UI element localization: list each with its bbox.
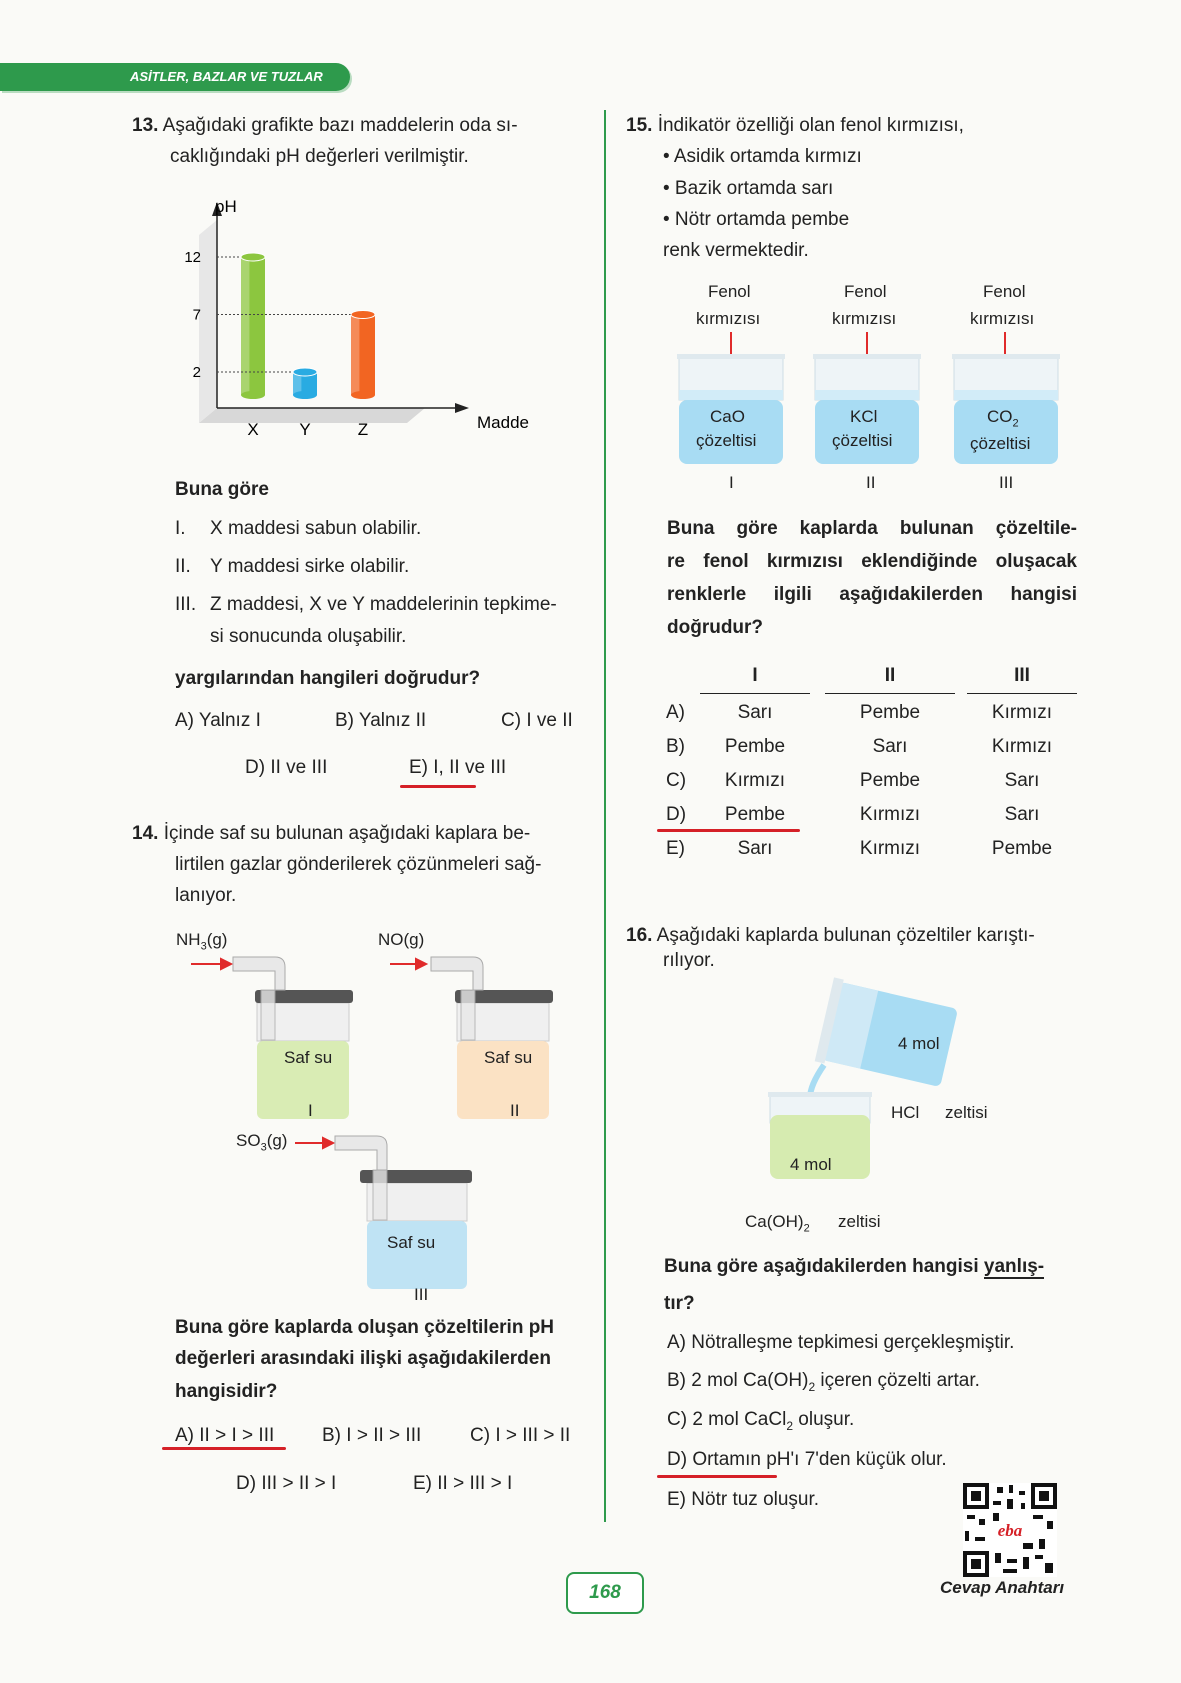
q16-stem-2: rılıyor. <box>663 950 715 971</box>
q13-statement-3-cont: si sonucunda oluşabilir. <box>210 626 407 647</box>
q13-option-a[interactable]: A) Yalnız I <box>175 710 261 731</box>
q15-bullet-2: • Bazik ortamda sarı <box>663 178 834 199</box>
solution-1-name: CaO <box>710 407 745 426</box>
container-3 <box>335 1136 472 1289</box>
q16-question-1: Buna göre aşağıdakilerden hangisi yanlış- <box>664 1256 1045 1277</box>
container-2 <box>431 957 553 1119</box>
red-arrow-head <box>323 1138 333 1148</box>
base-tail: zeltisi <box>838 1212 881 1231</box>
water-label-2: Saf su <box>484 1048 533 1067</box>
q13-lead: Buna göre <box>175 479 269 500</box>
q14-stem-2: lirtilen gazlar gönderilerek çözünmeleri sağ- <box>175 854 542 875</box>
table-rule <box>825 693 955 694</box>
q13-option-c[interactable]: C) I ve II <box>501 710 573 731</box>
chart-y-tick: 12 <box>184 249 201 266</box>
gas-label-nh3: $NH_3(g)$ <box>176 930 228 953</box>
q16-question-2: tır? <box>664 1293 695 1314</box>
container-1 <box>233 957 353 1119</box>
table-header-3: III <box>1014 665 1030 686</box>
chart-y-tick: 2 <box>192 364 201 381</box>
q15-question-2: re fenol kırmızısı eklendiğinde oluşacak <box>667 551 1077 572</box>
q13-stem: 13. Aşağıdaki grafikte bazı maddelerin oda sı- <box>132 115 518 136</box>
q16-option-d[interactable]: D) Ortamın pH'ı 7'den küçük olur. <box>667 1449 947 1470</box>
base-amount: 4 mol <box>790 1155 832 1174</box>
indicator-2-l1: Fenol <box>844 282 887 301</box>
solution-3-word: çözeltisi <box>970 434 1031 453</box>
q14-option-b[interactable]: B) I > II > III <box>322 1425 422 1446</box>
chart-xlabel: Madde <box>477 413 529 432</box>
table-rule <box>967 693 1077 694</box>
table-rule <box>700 693 810 694</box>
beaker-label-1: I <box>729 473 734 492</box>
q14-option-c[interactable]: C) I > III > II <box>470 1425 571 1446</box>
q16-mixing <box>760 975 980 1215</box>
q14-option-e[interactable]: E) II > III > I <box>413 1473 513 1494</box>
q16-option-e[interactable]: E) Nötr tuz oluşur. <box>667 1489 820 1510</box>
q13-statement-1: I. X maddesi sabun olabilir. <box>175 518 422 539</box>
q15-answer-mark <box>657 829 800 832</box>
q13-statement-3: III. Z maddesi, X ve Y maddelerinin tepkime- <box>175 594 557 615</box>
chart-x-tick: X <box>247 420 259 439</box>
hcl-name: HCl <box>891 1103 920 1122</box>
chart-x-arrow <box>455 403 469 413</box>
solution-2-word: çözeltisi <box>832 431 893 450</box>
container-label-2: II <box>510 1101 520 1120</box>
qr-center-mark: eba <box>997 1521 1023 1540</box>
q15-question-1: Buna göre kaplarda bulunan çözeltile- <box>667 518 1077 539</box>
indicator-3-l1: Fenol <box>983 282 1026 301</box>
solution-1-word: çözeltisi <box>696 431 757 450</box>
q14-answer-mark <box>162 1447 286 1450</box>
q14-stem-1: 14. İçinde saf su bulunan aşağıdaki kaplara be- <box>132 823 531 844</box>
chart-ylabel: pH <box>215 197 237 216</box>
q16-stem-1: 16. Aşağıdaki kaplarda bulunan çözeltiler karıştı- <box>626 925 1035 946</box>
section-header <box>0 63 350 91</box>
q14-stem-3: lanıyor. <box>175 885 237 906</box>
container-label-1: I <box>308 1101 313 1120</box>
q14-question-3: hangisidir? <box>175 1381 278 1402</box>
indicator-3-l2: kırmızısı <box>970 309 1035 328</box>
q13-ph-chart <box>184 190 529 460</box>
q13-statement-2: II. Y maddesi sirke olabilir. <box>175 556 410 577</box>
gas-label-so3: $SO_3(g)$ <box>236 1131 288 1154</box>
q14-question-1: Buna göre kaplarda oluşan çözeltilerin pH <box>175 1317 555 1338</box>
indicator-1-l2: kırmızısı <box>696 309 761 328</box>
table-header-1: I <box>752 665 758 686</box>
hcl-amount: 4 mol <box>898 1034 940 1053</box>
chart-bar-top <box>241 253 265 261</box>
q14-option-d[interactable]: D) III > II > I <box>236 1473 337 1494</box>
q13-option-e[interactable]: E) I, II ve III <box>409 757 507 778</box>
q16-answer-mark <box>657 1475 777 1478</box>
chart-bar-top <box>293 368 317 376</box>
q13-stem-2: caklığındaki pH değerleri verilmiştir. <box>170 146 469 167</box>
column-divider <box>604 110 606 1522</box>
answer-key-label[interactable]: Cevap Anahtarı <box>940 1578 1065 1597</box>
q16-option-a[interactable]: A) Nötralleşme tepkimesi gerçekleşmiştir. <box>667 1332 1015 1353</box>
section-title: ASİTLER, BAZLAR VE TUZLAR <box>130 69 323 84</box>
base-name: $Ca(OH)_2$ <box>745 1212 810 1235</box>
indicator-2-l2: kırmızısı <box>832 309 897 328</box>
q15-bullet-3: • Nötr ortamda pembe <box>663 209 850 230</box>
solution-3-name: $CO_2$ <box>987 407 1019 430</box>
q15-bullet-1: • Asidik ortamda kırmızı <box>663 146 862 167</box>
page-number: 168 <box>566 1572 644 1614</box>
chart-x-tick: Y <box>299 420 311 439</box>
table-header-2: II <box>884 665 896 686</box>
chart-bar-bottom <box>241 391 265 399</box>
solution-2-name: KCl <box>850 407 878 426</box>
q14-option-a[interactable]: A) II > I > III <box>175 1425 275 1446</box>
chart-y-tick: 7 <box>192 306 201 324</box>
red-arrow-head <box>416 959 426 969</box>
q13-option-b[interactable]: B) Yalnız II <box>335 710 427 731</box>
q15-stem-1: 15. İndikatör özelliği olan fenol kırmızısı, <box>626 115 964 136</box>
q13-option-d[interactable]: D) II ve III <box>245 757 328 778</box>
beaker-label-3: III <box>999 473 1014 492</box>
chart-bar-highlight <box>241 257 249 395</box>
q13-question: yargılarından hangileri doğrudur? <box>175 668 481 689</box>
q15-question-4: doğrudur? <box>667 617 764 638</box>
chart-x-tick: Z <box>357 420 369 439</box>
gas-label-no: NO(g) <box>378 930 425 949</box>
q13-answer-mark <box>400 785 476 788</box>
hcl-tail: zeltisi <box>945 1103 988 1122</box>
red-arrow-head <box>221 959 231 969</box>
q14-question-2: değerleri arasındaki ilişki aşağıdakilerden <box>175 1348 551 1369</box>
beaker-label-2: II <box>866 473 876 492</box>
chart-bar-highlight <box>351 315 359 396</box>
water-label-1: Saf su <box>284 1048 333 1067</box>
q15-stem-5: renk vermektedir. <box>663 240 809 261</box>
container-label-3: III <box>414 1285 429 1304</box>
chart-bar-bottom <box>293 391 317 399</box>
q16-option-b[interactable]: B) 2 mol $Ca(OH)_2$ içeren çözelti artar. <box>667 1370 980 1394</box>
q16-option-c[interactable]: C) 2 mol CaCl$_2$ oluşur. <box>667 1409 855 1433</box>
chart-wall <box>199 220 217 423</box>
indicator-1-l1: Fenol <box>708 282 751 301</box>
water-label-3: Saf su <box>387 1233 436 1252</box>
q15-question-3: renklerle ilgili aşağıdakilerden hangisi <box>667 584 1077 605</box>
chart-bar-top <box>351 311 375 319</box>
chart-bar-bottom <box>351 391 375 399</box>
qr-code[interactable] <box>963 1483 1057 1577</box>
chart-floor <box>199 408 425 423</box>
